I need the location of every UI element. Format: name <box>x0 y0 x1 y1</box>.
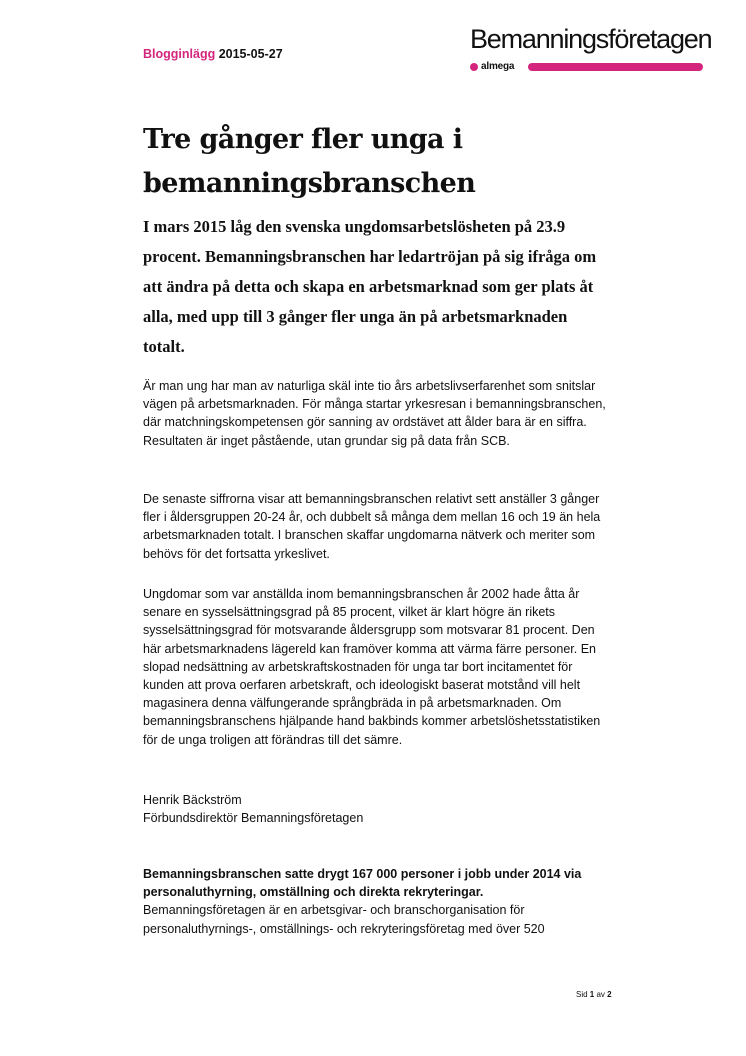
page-total: 2 <box>607 990 612 999</box>
article-paragraph-1: Är man ung har man av naturliga skäl inte tio års arbetslivserfarenhet som snitslar vägen på arbetsmarknaden. För många startar yrkesresan i bemanningsbranschen, där matchningskompetensen gör sanning av ordstävet att ålder bara är en siffra. Resultaten är inget påstående, utan grundar sig på data från SCB. <box>143 379 606 448</box>
logo-dot-icon <box>470 63 478 71</box>
page-prefix: Sid <box>576 990 588 999</box>
document-meta <box>143 47 283 61</box>
author-name: Henrik Bäckström <box>143 793 242 807</box>
about-text: Bemanningsföretagen är en arbetsgivar- och branschorganisation för personaluthyrnings-, omställnings- och rekryteringsföretag med över 520 <box>143 903 545 936</box>
article-paragraph-3: Ungdomar som var anställda inom bemanningsbranschen år 2002 hade åtta år senare en sysselsättningsgrad på 85 procent, vilket är klart högre än rikets sysselsättningsgrad för motsvarande åldersgrupp som motsvarar 81 procent. Den här arbetsmarknadens lägereld kan framöver komma att värma färre personer. En slopad nedsättning av arbetskraftskostnaden för unga tar bort incitamentet för kunden att prova oerfaren arbetskraft, och ideologiskt baserat motstånd vill helt magasinera denna välfungerande språngbräda in på arbetsmarknaden. Om bemanningsbranschens hjälpande hand bakbinds kommer arbetslöshetsstatistiken för de unga troligen att förändras till det sämre. <box>143 587 601 747</box>
logo-almega: almega <box>481 61 515 72</box>
author-signature <box>143 791 613 827</box>
logo-line <box>528 63 703 71</box>
logo-bar <box>470 61 706 73</box>
logo-wordmark: Bemanningsföretagen <box>470 24 712 54</box>
bemanningsforetagen-logo <box>470 22 712 74</box>
page-of: av <box>596 990 605 999</box>
article-paragraph-2: De senaste siffrorna visar att bemanningsbranschen relativt sett anställer 3 gånger fler i åldersgruppen 20-24 år, och dubbelt så många dem mellan 16 och 19 än hela arbetsmarknaden totalt. I branschen skaffar ungdomarna nätverk och meriter som behövs för det fortsatta yrkeslivet. <box>143 492 601 561</box>
about-headline: Bemanningsbranschen satte drygt 167 000 personer i jobb under 2014 via personaluthyrning, omställning och direkta rekryteringar. <box>143 867 582 900</box>
about-section <box>143 865 613 938</box>
document-date: 2015-05-27 <box>218 47 283 61</box>
page-number <box>576 990 612 999</box>
document-type-label: Blogginlägg <box>143 47 216 61</box>
article-title: Tre gånger fler unga i bemanningsbranschen <box>143 124 476 199</box>
article-ingress: I mars 2015 låg den svenska ungdomsarbetslösheten på 23.9 procent. Bemanningsbranschen har ledartröjan på sig ifråga om att ändra på detta och skapa en arbetsmarknad som ger plats åt alla, med upp till 3 gånger fler unga än på arbetsmarknaden totalt. <box>143 217 597 356</box>
page-current: 1 <box>589 990 595 999</box>
author-role: Förbundsdirektör Bemanningsföretagen <box>143 811 364 826</box>
